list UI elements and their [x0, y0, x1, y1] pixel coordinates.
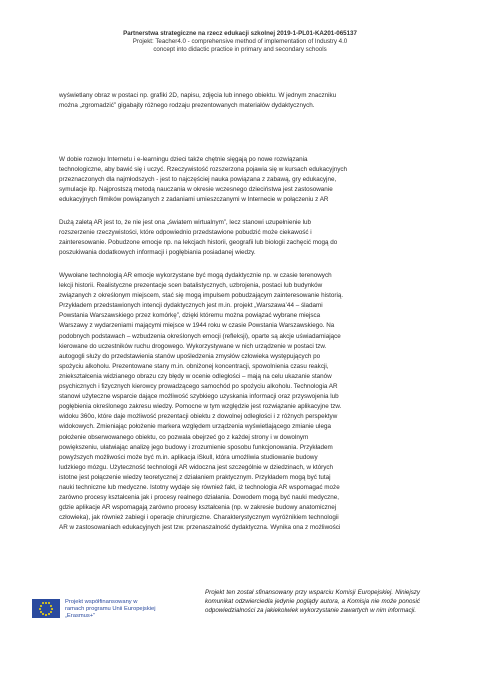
text-line: edukacyjnych filmików powiązanych z zadaniami umieszczanymi w Internecie w połączeniu z AR [59, 196, 329, 204]
text-line: ludzkiego mózgu. Użyteczność technologii AR widoczna jest szczególnie w dziedzinach, w których [59, 463, 334, 471]
text-line: powyższych możliwości może być m.in. aplikacja iSkull, która umożliwia studiowanie budowy [59, 453, 318, 461]
text-line: zniekształcenia widzianego obrazu czy błędy w ocenie odległości – mają na celu ukazanie stanów [59, 372, 332, 380]
text-line: psychicznych i fizycznych kierowcy prowadzącego samochód po spożyciu alkoholu. Technologia AR [59, 383, 338, 391]
eu-star-icon [45, 614, 47, 616]
text-line: stanowi użyteczne wsparcie dające możliwość szybkiego uzyskania informacji oraz przyswojenia lub [59, 393, 339, 401]
text-line: AR w zastosowaniach edukacyjnych jest tzw. przenaszalność dydaktyczna. Wynika ona z możliwości [59, 524, 341, 532]
paragraph-1 [59, 91, 423, 111]
eu-star-icon [50, 611, 52, 613]
paragraph-2 [59, 155, 423, 205]
text-line: Warszawy z wydarzeniami mającymi miejsce w 1944 roku w czasie Powstania Warszawskiego. Na [59, 322, 335, 330]
eu-flag-icon [32, 599, 60, 618]
header-line-2: Projekt: Teacher4.0 - comprehensive method of implementation of Industry 4.0 [132, 38, 348, 45]
text-line: można „zgromadzić” gigabajty różnego rodzaju prezentowanych materiałów dydaktycznych. [59, 102, 315, 110]
header-line-1: Partnerstwa strategiczne na rzecz edukacji szkolnej 2019-1-PL01-KA201-065137 [123, 30, 357, 37]
text-line: zainteresowanie. Pobudzone emocje np. na lekcjach historii, geografii lub biologii zachęcić mogą do [59, 239, 338, 247]
text-line: związanych z określonym miejscem, stać się mogą impulsem pobudzającym zainteresowanie historią. [59, 292, 344, 300]
eu-star-icon [48, 613, 50, 615]
funding-disclaimer: Projekt ten został sfinansowany przy wsparciu Komisji Europejskiej. Niniejszy komunikat odzwierciedla jedynie poglądy autora, a Komisja nie może ponosić odpowiedzialności za jakiekolwiek wykorzystanie zawartych w nim informacji. [205, 589, 420, 614]
eu-star-icon [42, 602, 44, 604]
document-header [60, 30, 420, 54]
eu-star-icon [39, 608, 41, 610]
text-line: istotne jest połączenie wiedzy teoretycznej z działaniem praktycznym. Przykładem mogą być tutaj [59, 473, 331, 481]
paragraph-4 [59, 271, 423, 533]
eu-star-icon [40, 605, 42, 607]
text-line: rozszerzenie rzeczywistości, które odpowiednio przedstawione pobudzić może ciekawość i [59, 229, 312, 237]
text-line: technologiczne, aby bawić się i uczyć. Rzeczywistość rozszerzona pojawia się w kursach edukacyjnych [59, 166, 348, 174]
text-line: poszukiwania dodatkowych informacji i pogłębiania posiadanej wiedzy. [59, 249, 256, 257]
logo-text-line: Projekt współfinansowany w [65, 599, 138, 605]
text-line: powiększeniu, ułatwiając analizę jego budowy i zrozumienie sposobu funkcjonowania. Przykładem [59, 443, 333, 451]
text-line: pogłębienia określonego zakresu wiedzy. Pomocne w tym względzie jest rozwiązanie aplikacyjne tzw. [59, 403, 342, 411]
text-line: widokowych. Zmieniając położenie markera względem urządzenia wyświetlającego zmianie ulega [59, 423, 331, 431]
eu-star-icon [45, 602, 47, 604]
text-line: spożyciu alkoholu. Prezentowane stany m.in. obniżonej koncentracji, spowolnienia czasu reakcji, [59, 362, 329, 370]
text-line: człowieka), jak również zabiegi i operacje chirurgiczne. Charakterystycznym wyróżnikiem technologii [59, 514, 339, 522]
paragraph-3 [59, 218, 423, 258]
text-line: Przykładem przedstawionych intencji dydaktycznych jest m.in. projekt „Warszawa’44 – śladami [59, 302, 323, 310]
eu-star-icon [42, 613, 44, 615]
text-line: zarówno procesy kształcenia jak i procesy realnego działania. Dowodem mogą być nauki medyczne, [59, 494, 340, 502]
text-line: Dużą zaletą AR jest to, że nie jest ona „światem wirtualnym”, lecz stanowi uzupełnienie lub [59, 219, 311, 226]
text-line: Wywołane technologią AR emocje wykorzystane być mogą dydaktycznie np. w czasie terenowych [59, 272, 332, 279]
text-line: wyświetlany obraz w postaci np. grafiki 2D, napisu, zdjęcia lub innego obiektu. W jednym znaczniku [59, 92, 337, 99]
text-line: położenie obserwowanego obiektu, co pozwala obejrzeć go z każdej strony i w dowolnym [59, 433, 309, 441]
text-line: gdzie aplikacje AR wspomagają zarówno procesy kształcenia (np. w zakresie budowy anatomicznej [59, 504, 337, 512]
eu-star-icon [51, 608, 53, 610]
text-line: widoku 360o, które daje możliwość prezentacji obiektu z dowolnej odległości i z różnych perspektyw [59, 413, 338, 421]
text-line: symulacje itp. Najprostszą metodą nauczania w okresie wczesnego dzieciństwa jest zastosowanie [59, 186, 333, 194]
logo-text-line: „Erasmus+” [65, 613, 96, 619]
text-line: lekcji historii. Realistyczne prezentacje scen batalistycznych, uzbrojenia, postaci lub budynków [59, 282, 323, 290]
header-line-3: concept into didactic practice in primary and secondary schools [153, 46, 327, 53]
text-line: podobnych podstawach – wzbudzenia określonych emocji (refleksji), oparte są akcje uświadamiające [59, 332, 341, 340]
eu-star-icon [50, 605, 52, 607]
text-line: kierowane do uczestników ruchu drogowego. Wykorzystywane w nich urządzenie w postaci tzw. [59, 342, 327, 350]
text-line: Powstania Warszawskiego przez komórkę”, dzięki któremu można powiązać wybrane miejsca [59, 312, 321, 320]
text-line: przeznaczonych dla najmłodszych - jest to najczęściej nauka powiązana z zabawą, gry edukacyjne, [59, 176, 337, 184]
text-line: W dobie rozwoju Internetu i e-learningu dzieci także chętnie sięgają po nowe rozwiązania [59, 156, 308, 163]
logo-text [65, 599, 185, 620]
text-line: autogogli służy do przedstawienia stanów upośledzenia zmysłów człowieka występujących po [59, 352, 321, 360]
text-line: nauki techniczne lub medyczne. Istotny wydaje się również fakt, iż technologia AR wspomagać może [59, 483, 340, 491]
eu-star-icon [48, 602, 50, 604]
erasmus-logo [32, 599, 182, 629]
eu-star-icon [40, 611, 42, 613]
logo-text-line: ramach programu Unii Europejskiej [65, 606, 156, 612]
